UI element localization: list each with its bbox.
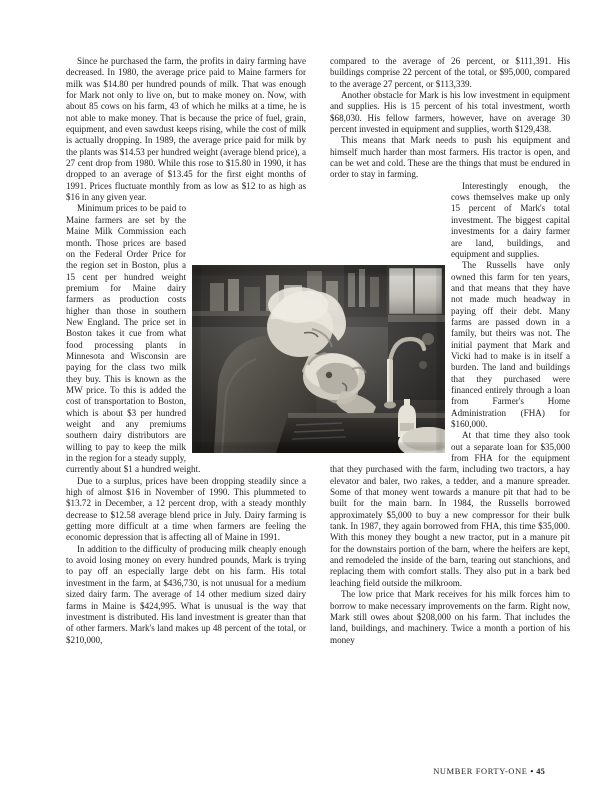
paragraph: This means that Mark needs to push his equipment and himself much harder than most farmers. His tractor is open, and can be wet and cold. These are the things that must be endured in order to stay in farming. [330,135,570,180]
paragraph: Since he purchased the farm, the profits in dairy farming have decreased. In 1980, the average price paid to Maine farmers for milk was $14.80 per hundred pounds of milk. That was enough for Mark not only to live on, but to make money on. Now, with about 85 cows on his farm, 43 of which he milks at a time, he is not able to make money. That is because the price of fuel, grain, equipment, and even sawdust keeps rising, while the cost of milk is actually dropping. In 1989, the average price paid for milk by the plants was $14.53 per hundred weight (average blend price), a 27 cent drop from 1980. While this rose to $15.80 in 1990, it has dropped to an average of $13.45 for the first eight months of 1991. Prices fluctuate monthly from as low as $12 to as high as $16 in any given year. [66,56,306,203]
photograph-image [192,265,445,453]
issue-label: NUMBER FORTY-ONE [433,767,528,776]
page-footer [0,767,611,776]
paragraph: compared to the average of 26 percent, or $111,391. His buildings comprise 22 percent of the total, or $95,000, compared to the average 27 percent, or $113,339. [330,56,570,89]
footer-separator: • [530,767,534,776]
paragraph: Minimum prices to be paid to Maine farmers are set by the Maine Milk Commission each month. Those prices are based on the Federal Order Price for the region set in Boston, plus a 15 cent per hundred weight premium for Maine dairy farmers as production costs higher than those in southern New England. The price set in Boston takes it cue from what food processing plants in Minnesota and Wisconsin are paying for the class two milk they buy. This is known as the MW price. To this is added the cost of transportation to Boston, which is about $3 per hundred weight and any premiums southern dairy distributors are willing to pay to keep the milk in the region for a steady supply, currently about $1 a hundred weight. [66,203,306,475]
paragraph: Interestingly enough, the cows themselves make up only 15 percent of Mark's total investment. The biggest capital investments for a dairy farmer are land, buildings, and equipment and supplies. [330,181,570,260]
photograph [192,265,445,453]
paragraph: In addition to the difficulty of producing milk cheaply enough to avoid losing money on every hundred pounds, Mark is trying to pay off an especially large debt on his farm. His total investment in the farm, at $436,730, is not unusual for a medium sized dairy farm. The average of 14 other medium sized dairy farms in Maine is $424,995. What is unusual is the way that investment is distributed. His land investment is greater than that of other farmers. Mark's land makes up 48 percent of the total, or $210,000, [66,543,306,645]
paragraph: Another obstacle for Mark is his low investment in equipment and supplies. His is 15 percent of his total investment, worth $68,030. His fellow farmers, however, have on average 30 percent invested in equipment and supplies, worth $129,438. [330,90,570,135]
paragraph: The Russells have only owned this farm for ten years, and that means that they have not made much headway in paying off their debt. Many farms are passed down in a family, but theirs was not. The initial payment that Mark and Vicki had to make is in itself a burden. The land and buildings that they purchased were financed entirely through a loan from Farmer's Home Administration (FHA) for $160,000. [451,260,570,429]
paragraph: At that time they also took out a separate loan for $35,000 from FHA for the equipment that they purchased with the farm, including two tractors, a hay elevator and baler, two rakes, a tedder, and a manure spreader. Some of that money went towards a manure pit that had to be built for the main barn. In 1984, the Russells borrowed approximately $5,000 to buy a new compressor for their bulk tank. In 1987, they again borrowed from FHA, this time $35,000. With this money they bought a new tractor, put in a manure pit for the downstairs portion of the barn, where the heifers are kept, and remodeled the inside of the barn, tearing out stanchions, and replacing them with comfort stalls. They also put in a bark bed leaching field outside the milkroom. [330,430,570,588]
paragraph: Due to a surplus, prices have been dropping steadily since a high of almost $16 in November of 1990. This plummeted to $13.72 in December, a 12 percent drop, with a steady monthly decrease to $12.58 average blend price in July. Dairy farming is getting more difficult at a time when farmers are feeling the economic depression that is affecting all of Maine in 1991. [66,475,306,543]
paragraph: The low price that Mark receives for his milk forces him to borrow to make necessary improvements on the farm. Right now, Mark still owes about $208,000 on his farm. That includes the land, buildings, and machinery. Twice a month a portion of his money [330,589,570,645]
page-number: 45 [536,767,545,776]
